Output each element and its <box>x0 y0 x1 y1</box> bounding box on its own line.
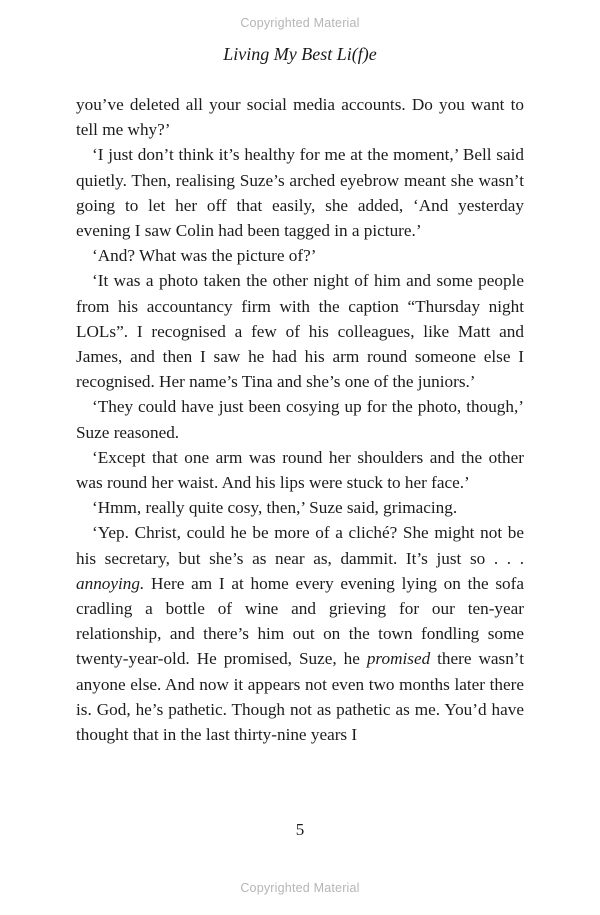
paragraph-text: Here am I at home every evening lying on the sofa cradling a bottle of wine and grieving for our ten-year relationship, and there’s him out on the town fondling some twenty-year-old. He promised, Suze, he <box>76 573 524 669</box>
body-text <box>76 92 524 747</box>
paragraph: ‘I just don’t think it’s healthy for me at the moment,’ Bell said quietly. Then, realising Suze’s arched eyebrow meant she wasn’t going to let her off that easily, she added, ‘And yesterday evening I saw Colin had been tagged in a picture.’ <box>76 145 524 241</box>
paragraph: ‘Except that one arm was round her shoulders and the other was round her waist. And his lips were stuck to her face.’ <box>76 447 524 493</box>
copyright-watermark-bottom: Copyrighted Material <box>240 881 360 895</box>
paragraph: ‘They could have just been cosying up for the photo, though,’ Suze reasoned. <box>76 397 524 442</box>
paragraph-text: there wasn’t anyone else. And now it appears not even two months later there is. God, he’s pathetic. Though not as pathetic as me. You’d have thought that in the last thirty-nine years I <box>76 649 524 745</box>
page-number: 5 <box>295 820 305 839</box>
copyright-watermark-top: Copyrighted Material <box>240 16 360 30</box>
paragraph: ‘And? What was the picture of?’ <box>92 246 317 266</box>
paragraph-text: ‘Yep. Christ, could he be more of a cliché? She might not be his secretary, but she’s as near as, dammit. It’s just so . . . <box>76 523 524 568</box>
emphasis-text: promised <box>366 649 431 669</box>
paragraph <box>76 520 524 747</box>
emphasis-text: annoying. <box>76 573 145 593</box>
running-head-title: Living My Best Li(f)e <box>223 44 377 64</box>
paragraph: ‘Hmm, really quite cosy, then,’ Suze said, grimacing. <box>92 498 458 518</box>
paragraph: you’ve deleted all your social media accounts. Do you want to tell me why?’ <box>76 95 524 140</box>
paragraph: ‘It was a photo taken the other night of him and some people from his accountancy firm with the caption “Thursday night LOLs”. I recognised a few of his colleagues, like Matt and James, and then I saw he had his arm round someone else I recognised. Her name’s Tina and she’s one of the juniors.’ <box>76 271 524 392</box>
